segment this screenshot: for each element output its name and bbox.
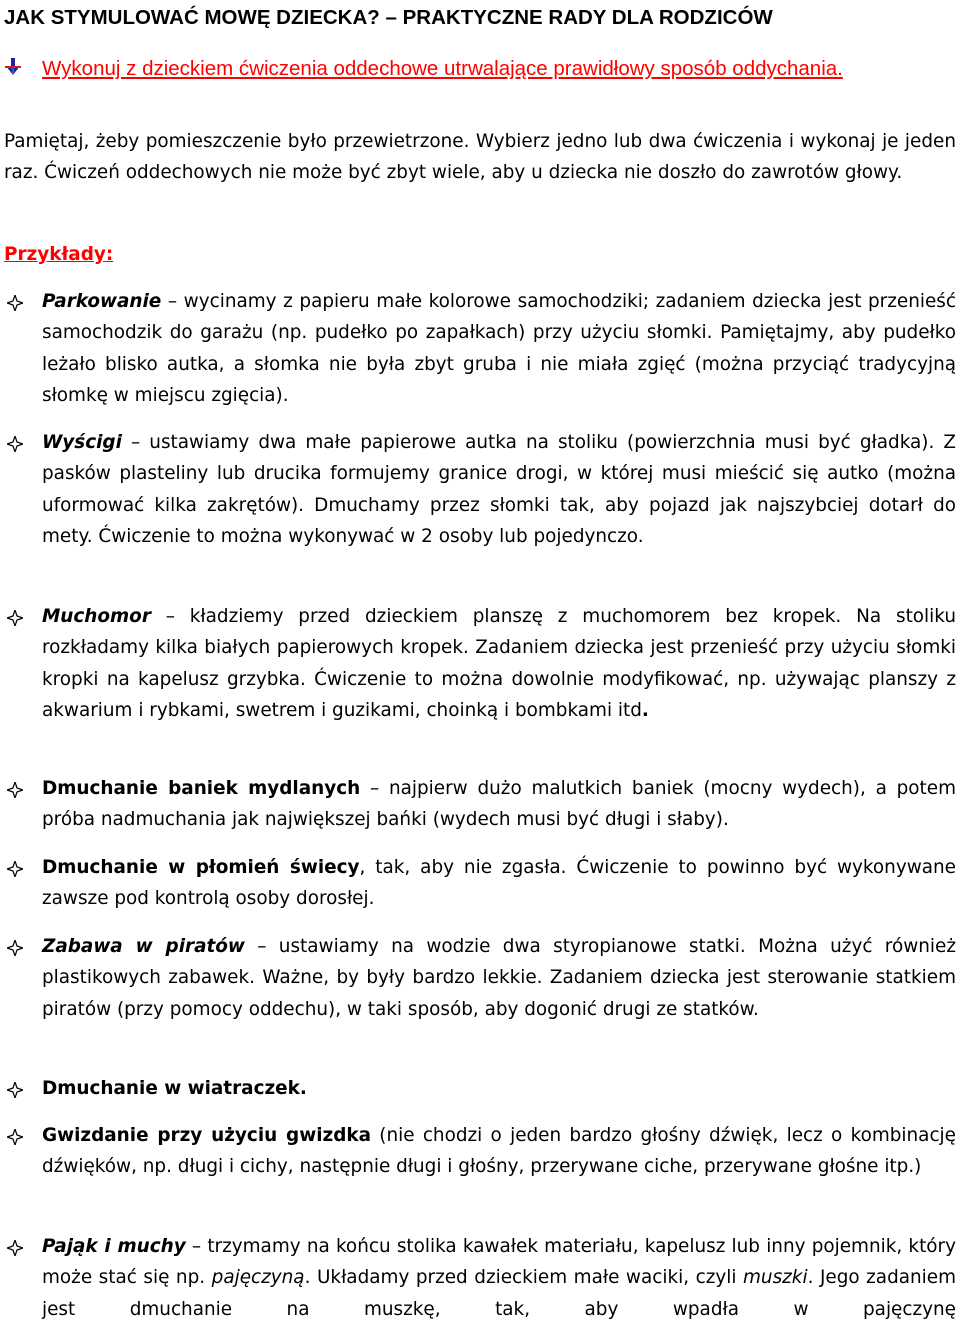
diamond-bullet-icon: [7, 1082, 23, 1098]
exercise-description: – ustawiamy dwa małe papierowe autka na stoliku (powierzchnia musi być gładka). Z pasków plasteliny lub drucika formujemy granice drogi, w której musi mieścić się autko (można uformować kilka zakrętów). Dmuchamy przez słomki tak, aby pojazd jak najszybciej dotarł do mety. Ćwiczenie to można wykonywać w 2 osoby lub pojedynczo.: [42, 432, 956, 547]
diamond-bullet-icon: [7, 295, 23, 311]
exercise-name: Dmuchanie w wiatraczek.: [42, 1078, 307, 1099]
diamond-bullet-icon: [7, 1129, 23, 1145]
exercise-description: (nie chodzi o jeden bardzo głośny dźwięk, lecz o kombinację dźwięków, np. długi i cichy, następnie długi i głośny, przerywane ciche, przerywane głośne itp.): [42, 1125, 956, 1178]
intro-heading: Wykonuj z dzieckiem ćwiczenia oddechowe utrwalające prawidłowy sposób oddychania.: [42, 57, 843, 80]
exercise-text: [42, 773, 956, 836]
exercise-description-end: .: [641, 699, 649, 721]
exercise-description: . Jego zadaniem jest dmuchanie na muszkę, tak, aby wpadła w pajęczynę: [42, 1267, 957, 1320]
exercise-name: Pająk i muchy: [42, 1236, 186, 1257]
diamond-bullet-icon: [7, 1240, 23, 1256]
diamond-bullet-icon: [7, 610, 23, 626]
exercise-text: [42, 1120, 956, 1183]
exercise-name: Dmuchanie w płomień świecy: [42, 857, 360, 878]
exercise-name: Muchomor: [42, 606, 151, 627]
exercise-description: , tak, aby nie zgasła. Ćwiczenie to powinno być wykonywane zawsze pod kontrolą osoby dorosłej.: [42, 857, 956, 910]
exercise-name: Wyścigi: [42, 432, 122, 453]
exercise-description: – kładziemy przed dzieckiem planszę z muchomorem bez kropek. Na stoliku rozkładamy kilka białych papierowych kropek. Zadaniem dziecka jest przenieść przy użyciu słomki kropki na kapelusz grzybka. Ćwiczenie to można dowolnie modyfikować, np. używając planszy z akwarium i rybkami, swetrem i guzikami, choinką i bombkami itd: [42, 606, 956, 721]
diamond-bullet-icon: [7, 782, 23, 798]
exercise-description: – trzymamy na końcu stolika kawałek materiału, kapelusz lub inny pojemnik, który może stać się np.: [42, 1236, 956, 1289]
exercise-name: Dmuchanie baniek mydlanych: [42, 778, 361, 799]
exercise-description: – ustawiamy na wodzie dwa styropianowe statki. Można użyć również plastikowych zabawek. Ważne, by były bardzo lekkie. Zadaniem dziecka jest sterowanie statkiem piratów (przy pomocy oddechu), w taki sposób, aby dogonić drugi ze statków.: [42, 936, 956, 1020]
exercise-text: [42, 931, 956, 1025]
diamond-bullet-icon: [7, 861, 23, 877]
exercise-name: Zabawa w piratów: [42, 936, 245, 957]
exercise-text: [42, 427, 956, 552]
exercise-text: [42, 1231, 956, 1322]
exercise-name: Gwizdanie przy użyciu gwizdka: [42, 1125, 372, 1146]
exercise-description: – najpierw dużo malutkich baniek (mocny wydech), a potem próba nadmuchania jak największej bańki (wydech musi być długi i słaby).: [42, 778, 956, 831]
exercise-description: – wycinamy z papieru małe kolorowe samochodziki; zadaniem dziecka jest przenieść samochodzik do garażu (np. pudełko po zapałkach) przy użyciu słomki. Pamiętajmy, aby pudełko leżało blisko autka, a słomka nie była zbyt gruba i nie miała zgięć (można przyciąć tradycyjną słomkę w miejscu zgięcia).: [42, 291, 956, 406]
exercise-description: . Układamy przed dzieckiem małe waciki, czyli: [304, 1267, 743, 1289]
word-muszki: muszki: [743, 1267, 808, 1289]
exercise-text: [42, 601, 956, 726]
diamond-bullet-icon: [7, 436, 23, 452]
arrow-down-bullet-icon: [4, 58, 22, 76]
word-pajeczyna: pajęczyną: [211, 1267, 305, 1289]
examples-label: Przykłady:: [4, 244, 114, 265]
diamond-bullet-icon: [7, 940, 23, 956]
exercise-text: [42, 852, 956, 915]
exercise-text: [42, 1073, 956, 1104]
exercise-name: Parkowanie: [42, 291, 162, 312]
document-title: JAK STYMULOWAĆ MOWĘ DZIECKA? – PRAKTYCZNE RADY DLA RODZICÓW: [4, 6, 773, 29]
intro-paragraph: Pamiętaj, żeby pomieszczenie było przewietrzone. Wybierz jedno lub dwa ćwiczenia i wykonaj je jeden raz. Ćwiczeń oddechowych nie może być zbyt wiele, aby u dziecka nie doszło do zawrotów głowy.: [4, 131, 956, 184]
exercise-text: [42, 286, 956, 411]
